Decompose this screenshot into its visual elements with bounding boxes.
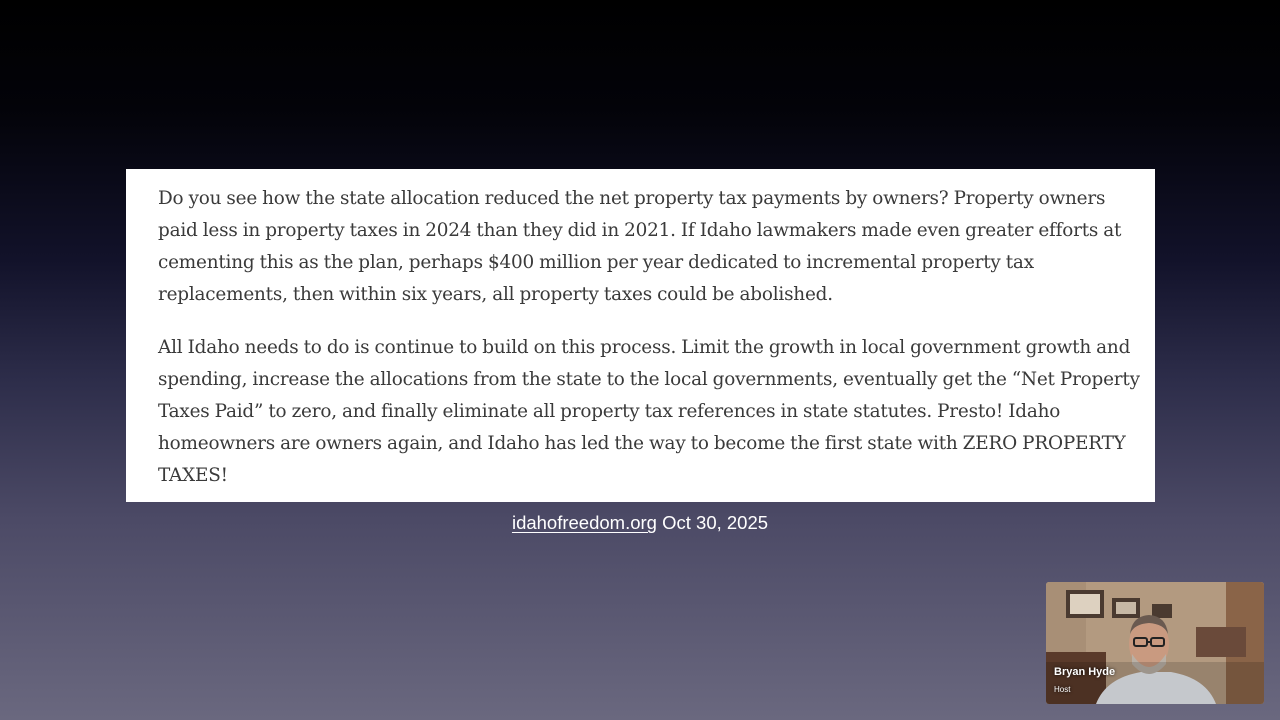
host-video-feed	[1046, 582, 1264, 704]
quote-paragraph-2: All Idaho needs to do is continue to build on this process. Limit the growth in local government growth and spending, increase the allocations from the state to the local governments, eventually get the “Net Property Taxes Paid” to zero, and finally eliminate all property tax references in state statutes. Presto! Idaho homeowners are owners again, and Idaho has led the way to become the first state with ZERO PROPERTY TAXES!	[158, 337, 1140, 486]
source-caption	[0, 511, 1280, 535]
quote-card	[126, 169, 1155, 502]
host-video-tile	[1046, 582, 1264, 704]
source-date: Oct 30, 2025	[662, 512, 769, 533]
quote-paragraph-1: Do you see how the state allocation reduced the net property tax payments by owners? Property owners paid less in property taxes in 2024 than they did in 2021. If Idaho lawmakers made even greater efforts at cementing this as the plan, perhaps $400 million per year dedicated to incremental property tax replacements, then within six years, all property taxes could be abolished.	[158, 188, 1122, 305]
participant-name: Bryan Hyde	[1054, 666, 1116, 678]
participant-role: Host	[1054, 685, 1071, 694]
source-link[interactable]: idahofreedom.org	[511, 512, 657, 533]
